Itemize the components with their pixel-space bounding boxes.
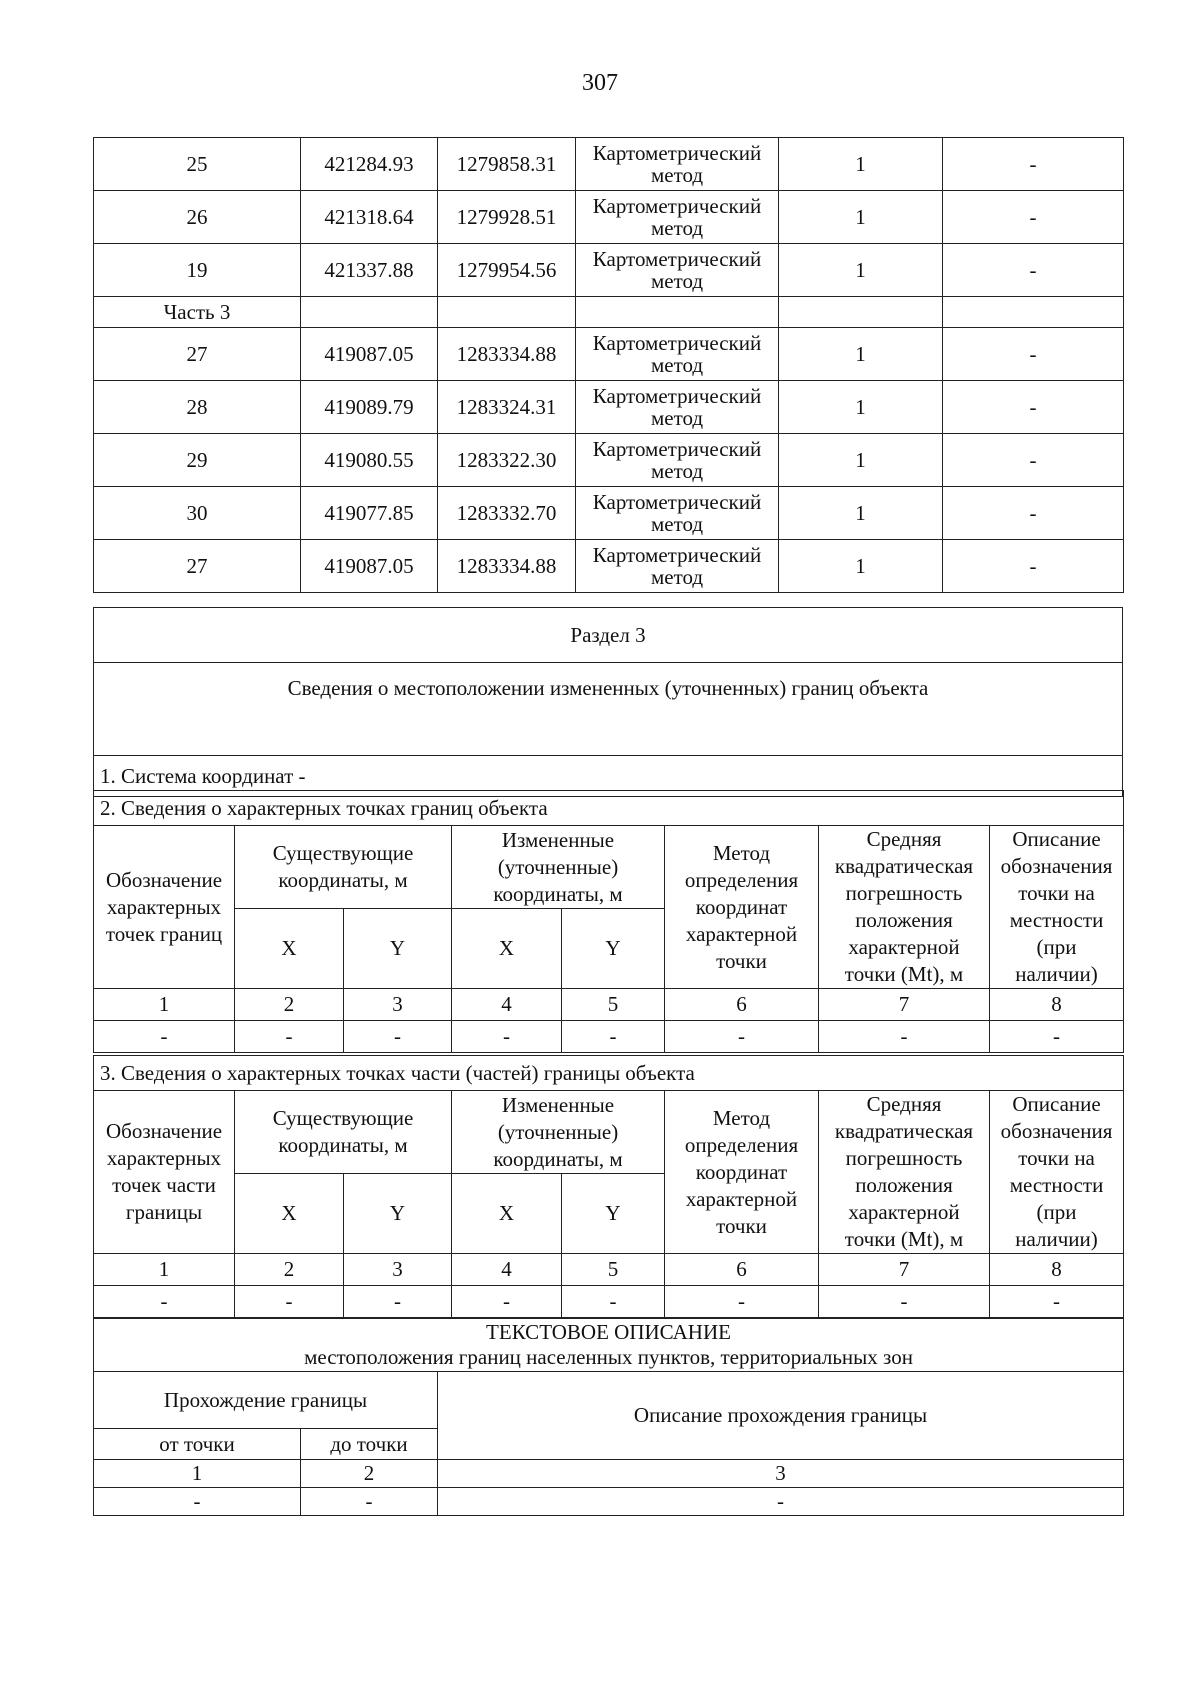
error-cell: 1 xyxy=(779,244,943,297)
description-header: Описание обозначения точки на местности (при наличии) xyxy=(990,826,1124,989)
table-row: - - - - - - - - xyxy=(94,1021,1124,1053)
changed-coords-header: Измененные (уточненные) координаты, м xyxy=(452,826,665,909)
x-cell: 419089.79 xyxy=(301,381,438,434)
error-cell: 1 xyxy=(779,434,943,487)
x-header: X xyxy=(452,909,562,989)
points-coordinates-table xyxy=(93,137,1124,593)
description-cell: - xyxy=(943,487,1124,540)
table-row xyxy=(94,434,1124,487)
y-cell: 1279928.51 xyxy=(438,191,576,244)
point-cell: 27 xyxy=(94,328,301,381)
point-cell: 29 xyxy=(94,434,301,487)
column-numbers-row: 1 2 3 4 5 6 7 8 xyxy=(94,1254,1124,1286)
designation-header: Обозначение характерных точек границ xyxy=(94,826,235,989)
x-header: X xyxy=(235,1174,344,1254)
to-point-header: до точки xyxy=(301,1429,438,1460)
description-cell: - xyxy=(943,434,1124,487)
table-row: - - - - - - - - xyxy=(94,1286,1124,1318)
method-cell: Картометрический метод xyxy=(576,434,779,487)
table-row xyxy=(94,244,1124,297)
text-description-title: ТЕКСТОВОЕ ОПИСАНИЕ местоположения границ населенных пунктов, территориальных зон xyxy=(94,1319,1124,1372)
method-cell: Картометрический метод xyxy=(576,244,779,297)
y-cell: 1283324.31 xyxy=(438,381,576,434)
method-header: Метод определения координат характерной точки xyxy=(665,826,819,989)
section-subheading: Сведения о местоположении измененных (уточненных) границ объекта xyxy=(94,663,1123,756)
error-cell: 1 xyxy=(779,487,943,540)
description-cell: - xyxy=(943,191,1124,244)
text-description-table xyxy=(93,1318,1124,1516)
table-row xyxy=(94,487,1124,540)
table-row: - - - xyxy=(94,1488,1124,1516)
x-header: X xyxy=(235,909,344,989)
column-numbers-row: 1 2 3 4 5 6 7 8 xyxy=(94,989,1124,1021)
method-cell: Картометрический метод xyxy=(576,381,779,434)
method-cell: Картометрический метод xyxy=(576,138,779,191)
part-row xyxy=(94,297,1124,328)
coordinate-system: 1. Система координат - xyxy=(94,756,1123,797)
passage-description-header: Описание прохождения границы xyxy=(438,1372,1124,1460)
x-cell: 419087.05 xyxy=(301,328,438,381)
designation-header: Обозначение характерных точек части границы xyxy=(94,1091,235,1254)
point-cell: 19 xyxy=(94,244,301,297)
y-cell: 1283334.88 xyxy=(438,540,576,593)
parts-info-title: 3. Сведения о характерных точках части (частей) границы объекта xyxy=(94,1056,1124,1091)
point-cell: 27 xyxy=(94,540,301,593)
table-row xyxy=(94,138,1124,191)
x-cell: 419077.85 xyxy=(301,487,438,540)
method-header: Метод определения координат характерной точки xyxy=(665,1091,819,1254)
x-cell: 419087.05 xyxy=(301,540,438,593)
x-header: X xyxy=(452,1174,562,1254)
table-row xyxy=(94,328,1124,381)
existing-coords-header: Существующие координаты, м xyxy=(235,1091,452,1174)
y-header: Y xyxy=(344,909,452,989)
description-header: Описание обозначения точки на местности (при наличии) xyxy=(990,1091,1124,1254)
error-cell: 1 xyxy=(779,191,943,244)
error-cell: 1 xyxy=(779,328,943,381)
y-header: Y xyxy=(562,909,665,989)
point-cell: 25 xyxy=(94,138,301,191)
table-row xyxy=(94,381,1124,434)
method-cell: Картометрический метод xyxy=(576,540,779,593)
passage-header: Прохождение границы xyxy=(94,1372,438,1429)
description-cell: - xyxy=(943,328,1124,381)
from-point-header: от точки xyxy=(94,1429,301,1460)
y-header: Y xyxy=(562,1174,665,1254)
points-info-title: 2. Сведения о характерных точках границ объекта xyxy=(94,791,1124,826)
section-heading: Раздел 3 xyxy=(94,608,1123,663)
x-cell: 421337.88 xyxy=(301,244,438,297)
characteristic-points-table xyxy=(93,790,1124,1053)
error-cell: 1 xyxy=(779,138,943,191)
description-cell: - xyxy=(943,138,1124,191)
y-cell: 1283332.70 xyxy=(438,487,576,540)
error-header: Средняя квадратическая погрешность положения характерной точки (Mt), м xyxy=(819,826,990,989)
description-cell: - xyxy=(943,540,1124,593)
error-cell: 1 xyxy=(779,381,943,434)
y-cell: 1279954.56 xyxy=(438,244,576,297)
point-cell: 28 xyxy=(94,381,301,434)
part-label: Часть 3 xyxy=(94,297,301,328)
y-cell: 1283322.30 xyxy=(438,434,576,487)
description-cell: - xyxy=(943,381,1124,434)
y-header: Y xyxy=(344,1174,452,1254)
error-header: Средняя квадратическая погрешность положения характерной точки (Mt), м xyxy=(819,1091,990,1254)
column-numbers-row: 1 2 3 xyxy=(94,1460,1124,1488)
page-number: 307 xyxy=(582,70,618,96)
x-cell: 421318.64 xyxy=(301,191,438,244)
existing-coords-header: Существующие координаты, м xyxy=(235,826,452,909)
table-row xyxy=(94,191,1124,244)
description-cell: - xyxy=(943,244,1124,297)
x-cell: 421284.93 xyxy=(301,138,438,191)
point-cell: 30 xyxy=(94,487,301,540)
error-cell: 1 xyxy=(779,540,943,593)
x-cell: 419080.55 xyxy=(301,434,438,487)
point-cell: 26 xyxy=(94,191,301,244)
method-cell: Картометрический метод xyxy=(576,191,779,244)
method-cell: Картометрический метод xyxy=(576,487,779,540)
changed-coords-header: Измененные (уточненные) координаты, м xyxy=(452,1091,665,1174)
part-points-table xyxy=(93,1055,1124,1318)
method-cell: Картометрический метод xyxy=(576,328,779,381)
section3-header-table xyxy=(93,607,1123,797)
table-row xyxy=(94,540,1124,593)
y-cell: 1283334.88 xyxy=(438,328,576,381)
y-cell: 1279858.31 xyxy=(438,138,576,191)
